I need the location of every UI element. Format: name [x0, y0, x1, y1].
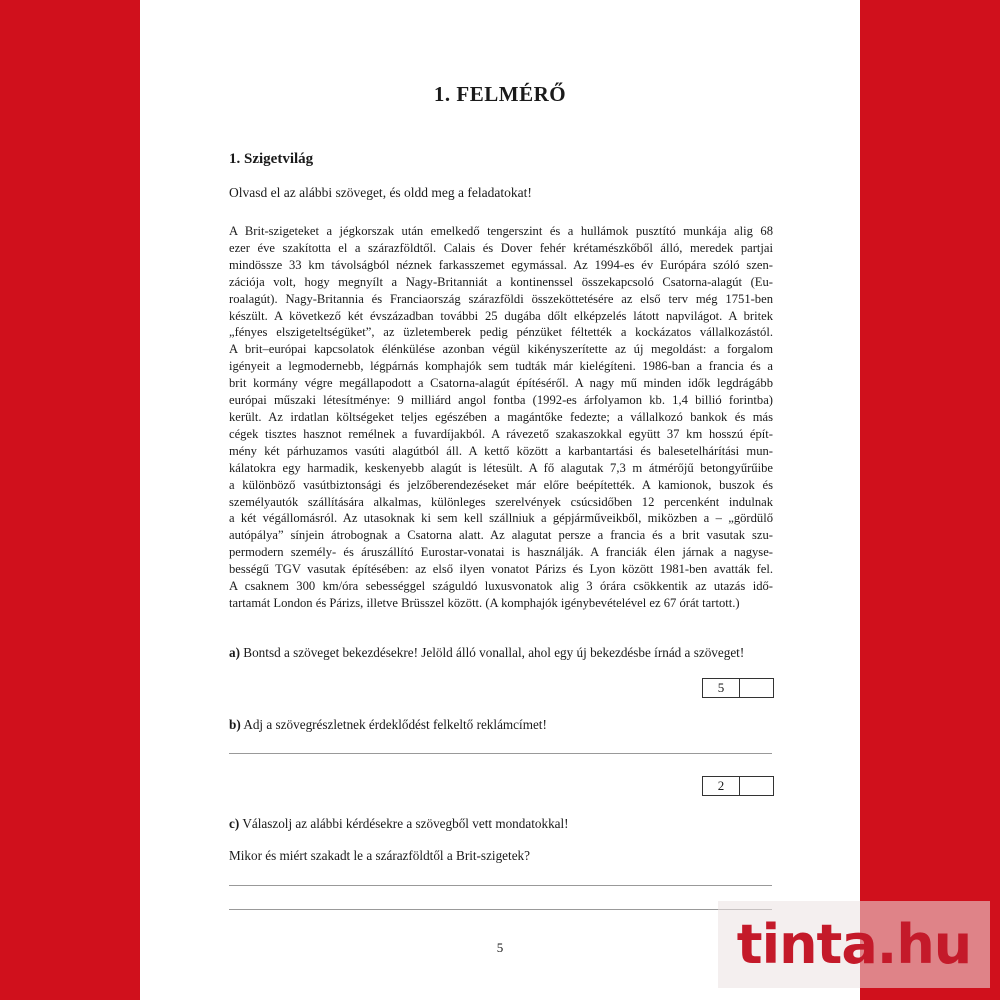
passage-line: a két végállomásról. Az utasoknak ki sem kell szállniuk a gépjárműveikből, miközben a – „gördülő — [229, 511, 773, 526]
task-a — [229, 645, 744, 661]
passage-line: autópálya” sínjein átrobognak a Csatorna alatt. Az alagutat persze a francia és a brit vasutak szu- — [229, 528, 773, 543]
task-b-earned-points-field[interactable] — [740, 777, 773, 795]
passage-line: igényeit a legmodernebb, légpárnás komphajók sem tudták már kielégíteni. 1986-ban a francia és a — [229, 359, 773, 374]
task-b-text: Adj a szövegrészletnek érdeklődést felkeltő reklámcímet! — [243, 717, 547, 732]
reading-passage — [229, 223, 773, 612]
task-c — [229, 816, 569, 832]
task-b-label: b) — [229, 717, 241, 732]
task-b-max-points: 2 — [703, 777, 740, 795]
passage-line: személyautók szállítására alkalmas, különleges szerelvények csúcsidőben 12 percenként indulnak — [229, 494, 773, 509]
passage-line: zációja volt, hogy megnyílt a Nagy-Britanniát a kontinenssel összekapcsoló Csatorna-alagút (Eu- — [229, 274, 773, 289]
passage-line: került. Az irdatlan költségeket teljes egészében a magántőke fedezte; a vállalkozó bankok és más — [229, 409, 773, 424]
task-c-answer-line[interactable] — [229, 885, 772, 886]
task-c-question: Mikor és miért szakadt le a szárazföldtől a Brit-szigetek? — [229, 848, 530, 863]
task-a-score-box — [702, 678, 774, 698]
watermark-logo — [718, 901, 990, 988]
passage-line: A brit–európai kapcsolatok élénkülése azonban végül kikényszerítette az új megoldást: a forgalom — [229, 342, 773, 357]
passage-line: A csaknem 300 km/óra sebességgel száguldó luxusvonatok alig 3 órára csökkentik az utazás idő- — [229, 579, 773, 594]
passage-line: a különböző vasútbiztonsági és jelzőberendezéseket már előre beépítették. A kamionok, buszok és — [229, 477, 773, 492]
task-a-label: a) — [229, 645, 240, 660]
task-a-text: Bontsd a szöveget bekezdésekre! Jelöld álló vonallal, ahol egy új bekezdésbe írnád a szöveget! — [243, 645, 745, 660]
workbook-page — [140, 0, 860, 1000]
task-c-label: c) — [229, 816, 240, 831]
task-c-answer-line[interactable] — [229, 909, 772, 910]
passage-line: kálatokra egy harmadik, keskenyebb alagút is létesült. A fő alagutak 7,3 m átmérőjű betongyűrűibe — [229, 460, 773, 475]
passage-line: ezer éve szakította el a szárazföldtől. Calais és Dover fehér krétamészkőből álló, meredek partjai — [229, 240, 773, 255]
task-a-max-points: 5 — [703, 679, 740, 697]
passage-line: „fényes elszigeteltségüket”, az üzletemberek pedig pénzüket féltették a kockázatos vállalkozástól. — [229, 325, 773, 340]
task-b-score-box — [702, 776, 774, 796]
passage-line: brit kormány végre megállapodott a Csatorna-alagút építéséről. A nagy mű minden idők legdrágább — [229, 376, 773, 391]
section-heading: 1. Szigetvilág — [229, 151, 314, 167]
passage-line: mény két párhuzamos vasúti alagútból áll. A kettő között a karbantartási és balesetelhárítási mun- — [229, 443, 773, 458]
passage-line: roalagút). Nagy-Britannia és Franciaország szárazföldi összeköttetésére az első terv még 1751-ben — [229, 291, 773, 306]
task-b — [229, 717, 547, 733]
task-c-text: Válaszolj az alábbi kérdésekre a szövegből vett mondatokkal! — [242, 816, 569, 831]
passage-line: cégek tisztes hasznot remélnek a fuvardíjakból. A rávezető szakaszokkal együtt 37 km hosszú épít- — [229, 426, 773, 441]
task-a-earned-points-field[interactable] — [740, 679, 773, 697]
passage-line: készült. A következő két évszázadban további 25 dugába dőlt elképzelés látott napvilágot. A britek — [229, 308, 773, 323]
passage-line: bességű TGV vasutak építésében: az első ilyen vonatot Párizs és Lyon között 1981-ben avatták fel. — [229, 562, 773, 577]
passage-line: tartamát London és Párizs, illetve Brüsszel között. (A komphajók igénybevételével ez 67 órát tartott.) — [229, 595, 740, 610]
passage-line: A Brit-szigeteket a jégkorszak után emelkedő tengerszint és a hullámok pusztító munkája alig 68 — [229, 224, 773, 238]
page-number: 5 — [496, 940, 504, 955]
task-b-answer-line[interactable] — [229, 753, 772, 754]
reading-instruction: Olvasd el az alábbi szöveget, és oldd meg a feladatokat! — [229, 185, 532, 200]
passage-line: európai műszaki létesítménye: 9 milliárd angol fontba (1992-es árfolyamon kb. 1,4 billió forintba) — [229, 393, 773, 408]
page-title: 1. FELMÉRŐ — [433, 82, 567, 106]
passage-line: mindössze 33 km távolságból néznek farkasszemet egymással. Az 1994-es év Európára szóló szen- — [229, 257, 773, 272]
watermark-text: tinta.hu — [736, 913, 972, 976]
passage-line: permodern személy- és áruszállító Eurostar-vonatai is használják. A franciák élen járnak a nagyse- — [229, 545, 773, 560]
